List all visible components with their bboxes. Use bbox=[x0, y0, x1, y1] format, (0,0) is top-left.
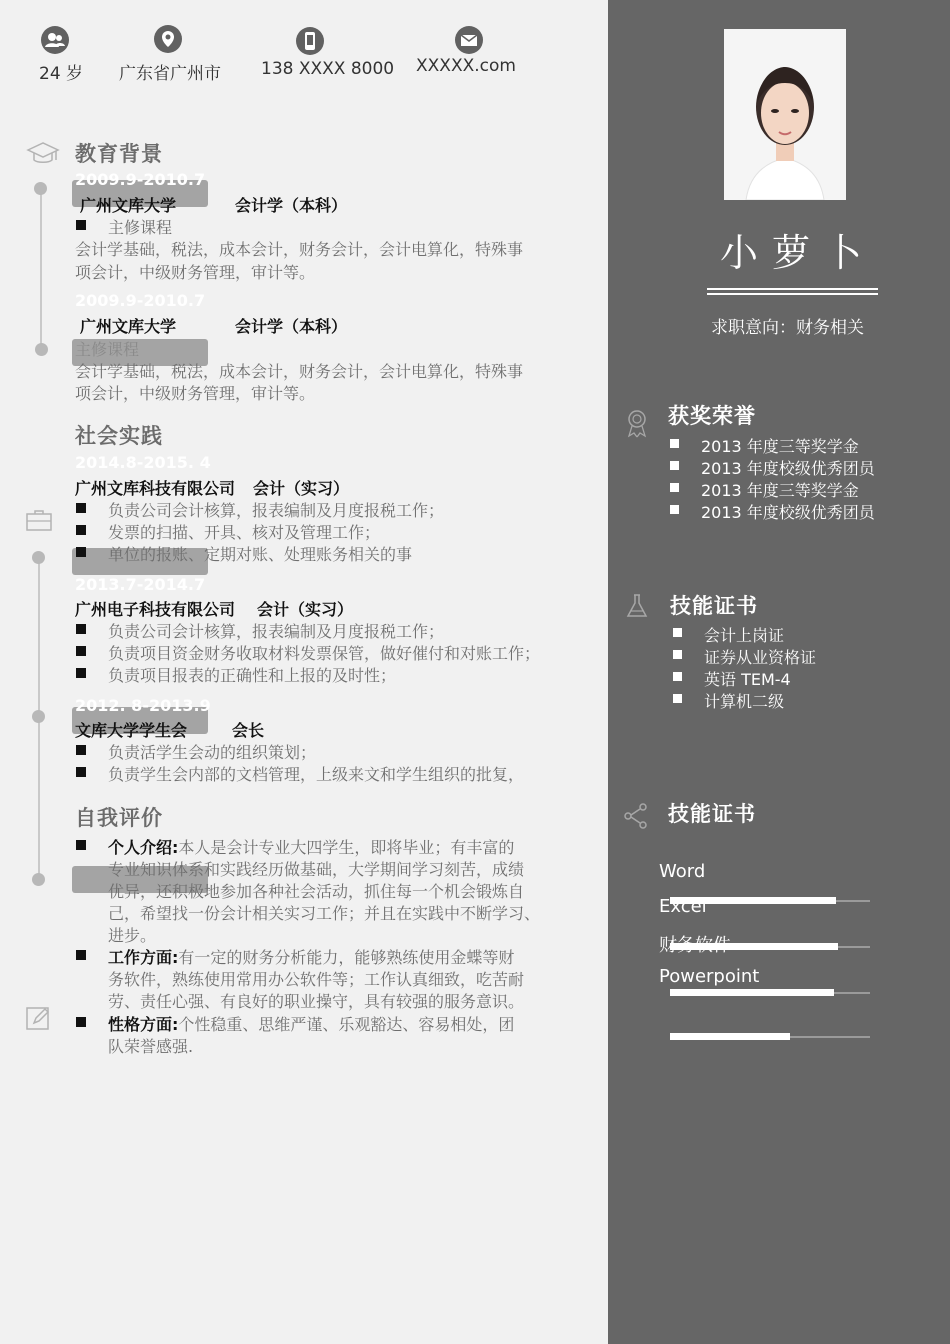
practice-item: 负责项目报表的正确性和上报的及时性； bbox=[108, 666, 397, 685]
flask-icon bbox=[626, 593, 648, 619]
self-eval-line bbox=[108, 835, 514, 858]
bullet bbox=[673, 672, 682, 681]
skill-bar bbox=[670, 1033, 790, 1040]
course-label: 主修课程 bbox=[108, 218, 173, 237]
contact-age: 24 岁 bbox=[39, 64, 84, 84]
timeline-dot bbox=[35, 343, 48, 356]
practice-item: 发票的扫描、开具、核对及管理工作； bbox=[108, 523, 381, 542]
bullet bbox=[76, 950, 86, 960]
portrait-image bbox=[724, 29, 846, 200]
certs-title: 技能证书 bbox=[670, 594, 758, 618]
bullet bbox=[76, 547, 86, 557]
course-label: 主修课程 bbox=[75, 340, 140, 359]
bullet bbox=[76, 767, 86, 777]
profile-name: 小萝卜 bbox=[720, 231, 877, 275]
skill-label: 财务软件 bbox=[659, 935, 731, 956]
education-major: 会计学（本科） bbox=[235, 317, 348, 336]
course-line: 项会计，中级财务管理，审计等。 bbox=[75, 384, 316, 403]
timeline-line-education bbox=[40, 190, 42, 350]
briefcase-icon bbox=[26, 508, 52, 532]
bullet bbox=[673, 650, 682, 659]
skill-bar bbox=[670, 989, 834, 996]
award-item: 2013 年度三等奖学金 bbox=[701, 437, 859, 456]
share-icon bbox=[622, 802, 650, 830]
contact-location: 广东省广州市 bbox=[119, 64, 221, 84]
email-icon bbox=[455, 26, 483, 54]
self-eval-line: 劳、责任心强、有良好的职业操守，具有较强的服务意识。 bbox=[108, 992, 525, 1011]
practice-item: 单位的报账、定期对账、处理账务相关的事 bbox=[108, 545, 413, 564]
cert-item: 英语 TEM-4 bbox=[704, 670, 791, 689]
practice-role: 会长 bbox=[232, 721, 265, 740]
education-date: 2009.9-2010.7 bbox=[75, 170, 206, 189]
graduation-cap-icon bbox=[26, 140, 60, 170]
self-eval-line bbox=[108, 945, 514, 968]
bullet bbox=[76, 646, 86, 656]
cert-item: 计算机二级 bbox=[704, 692, 785, 711]
self-eval-line: 队荣誉感强. bbox=[108, 1037, 194, 1056]
course-line: 会计学基础，税法，成本会计，财务会计，会计电算化，特殊事 bbox=[75, 362, 524, 381]
timeline-dot bbox=[32, 551, 45, 564]
bullet bbox=[76, 745, 86, 755]
contact-phone: 138 XXXX 8000 bbox=[261, 59, 395, 79]
profile-photo bbox=[724, 29, 846, 200]
practice-item: 负责活学生会动的组织策划； bbox=[108, 743, 317, 762]
self-eval-line: 优异，还积极地参加各种社会活动，抓住每一个机会锻炼自 bbox=[108, 882, 525, 901]
bullet bbox=[76, 624, 86, 634]
timeline-dot bbox=[32, 710, 45, 723]
bullet bbox=[670, 439, 679, 448]
name-divider bbox=[707, 293, 878, 295]
bullet bbox=[76, 503, 86, 513]
bullet bbox=[76, 840, 86, 850]
self-eval-title: 自我评价 bbox=[75, 806, 163, 830]
bullet bbox=[76, 668, 86, 678]
skill-label: Excel bbox=[659, 896, 707, 917]
phone-icon bbox=[296, 27, 324, 55]
self-eval-label: 工作方面: bbox=[108, 948, 179, 967]
bullet bbox=[76, 220, 86, 230]
self-eval-text: 个性稳重、思维严谨、乐观豁达、容易相处，团 bbox=[178, 1015, 515, 1034]
contact-email: XXXXX.com bbox=[416, 56, 516, 76]
practice-date: 2012. 8-2013.9 bbox=[75, 696, 211, 715]
practice-item: 负责公司会计核算，报表编制及月度报税工作； bbox=[108, 501, 445, 520]
self-eval-text: 有一定的财务分析能力，能够熟练使用金蝶等财 bbox=[178, 948, 515, 967]
self-eval-line: 进步。 bbox=[108, 926, 157, 945]
education-school: 广州文库大学 bbox=[80, 196, 177, 215]
course-line: 会计学基础，税法，成本会计，财务会计，会计电算化，特殊事 bbox=[75, 240, 524, 259]
name-divider bbox=[707, 288, 878, 290]
skill-label: Powerpoint bbox=[659, 966, 760, 987]
timeline-dot bbox=[34, 182, 47, 195]
cert-item: 会计上岗证 bbox=[704, 626, 785, 645]
bullet bbox=[670, 461, 679, 470]
education-title: 教育背景 bbox=[75, 142, 163, 166]
bullet bbox=[670, 505, 679, 514]
bullet bbox=[76, 1017, 86, 1027]
award-item: 2013 年度校级优秀团员 bbox=[701, 459, 875, 478]
skill-label: Word bbox=[659, 861, 706, 882]
practice-org: 广州电子科技有限公司 bbox=[75, 600, 236, 619]
cert-item: 证券从业资格证 bbox=[704, 648, 817, 667]
practice-org: 广州文库科技有限公司 bbox=[75, 479, 236, 498]
user-icon bbox=[41, 26, 69, 54]
practice-role: 会计（实习） bbox=[257, 600, 354, 619]
location-icon bbox=[154, 25, 182, 53]
self-eval-text: 本人是会计专业大四学生，即将毕业；有丰富的 bbox=[178, 838, 515, 857]
education-school: 广州文库大学 bbox=[80, 317, 177, 336]
award-item: 2013 年度三等奖学金 bbox=[701, 481, 859, 500]
award-item: 2013 年度校级优秀团员 bbox=[701, 503, 875, 522]
practice-date: 2014.8-2015. 4 bbox=[75, 453, 211, 472]
bullet bbox=[670, 483, 679, 492]
practice-item: 负责项目资金财务收取材料发票保管，做好催付和对账工作； bbox=[108, 644, 541, 663]
self-eval-line: 专业知识体系和实践经历做基础，大学期间学习刻苦，成绩 bbox=[108, 860, 525, 879]
education-date: 2009.9-2010.7 bbox=[75, 291, 206, 310]
bullet bbox=[673, 694, 682, 703]
edit-icon bbox=[26, 1005, 52, 1031]
practice-item: 负责学生会内部的文档管理，上级来文和学生组织的批复， bbox=[108, 765, 525, 784]
practice-org: 文库大学学生会 bbox=[75, 721, 188, 740]
bullet bbox=[76, 525, 86, 535]
practice-date: 2013.7-2014.7 bbox=[75, 575, 206, 594]
self-eval-label: 性格方面: bbox=[108, 1015, 179, 1034]
self-eval-line: 务软件，熟练使用常用办公软件等；工作认真细致，吃苦耐 bbox=[108, 970, 525, 989]
job-intent: 求职意向：财务相关 bbox=[711, 318, 864, 338]
course-line: 项会计，中级财务管理，审计等。 bbox=[75, 263, 316, 282]
self-eval-line bbox=[108, 1012, 514, 1035]
practice-title: 社会实践 bbox=[75, 424, 163, 448]
self-eval-line: 己，希望找一份会计相关实习工作；并且在实践中不断学习、 bbox=[108, 904, 541, 923]
skills-title: 技能证书 bbox=[668, 802, 756, 826]
practice-role: 会计（实习） bbox=[253, 479, 350, 498]
self-eval-label: 个人介绍: bbox=[108, 838, 179, 857]
timeline-dot bbox=[32, 873, 45, 886]
education-major: 会计学（本科） bbox=[235, 196, 348, 215]
award-icon bbox=[624, 408, 650, 438]
bullet bbox=[673, 628, 682, 637]
practice-item: 负责公司会计核算，报表编制及月度报税工作； bbox=[108, 622, 445, 641]
awards-title: 获奖荣誉 bbox=[668, 404, 756, 428]
